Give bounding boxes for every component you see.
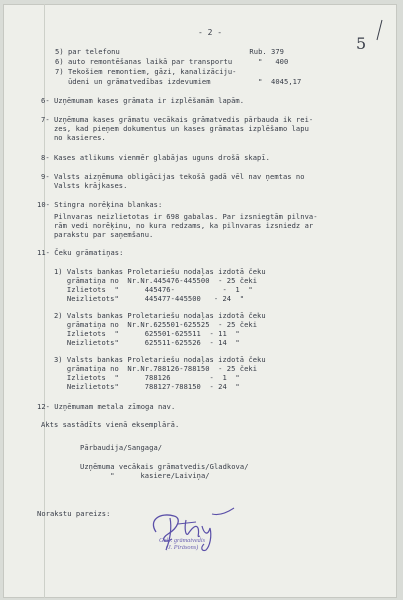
page-number: - 2 -: [198, 28, 223, 37]
cheque-book-1-range: grāmatiņa no Nr.Nr.445476-445500 - 25 čeki: [41, 276, 258, 285]
checked-by: Pārbaudija/Sangaga/: [80, 443, 163, 452]
cheque-book-2-range: grāmatiņa no Nr.Nr.625501-625525 - 25 čeki: [41, 320, 258, 329]
expense-line-6: 6) auto remontēšanas laikā par transportu " 400: [55, 57, 289, 66]
item-7-cont-2: no kasieres.: [41, 133, 106, 142]
item-8: 8- Kases atlikums vienmēr glabājas uguns drošā skapī.: [41, 153, 271, 162]
item-10: 10- Stingra norēķina blankas:: [37, 200, 163, 209]
item-10-text-1: Pilnvaras neizlietotas ir 698 gabalas. Par izsniegtām pilnva-: [41, 212, 318, 221]
act-note: Akts sastādīts vienā eksemplārā.: [41, 420, 180, 429]
sheet-number: 5: [356, 34, 367, 53]
stamp-line-1: Galv. grāmatvedis: [158, 537, 206, 544]
item-12: 12- Uzņēmumam metala zīmoga nav.: [37, 402, 176, 411]
item-7-cont-1: zes, kad pieņem dokumentus un kases grāmatas izplēšamo lapu: [41, 124, 309, 133]
cheque-book-3-used: Izlietots " 788126 - 1 ": [41, 373, 240, 382]
chief-accountant: Uzņēmuma vecākais grāmatvedis/Gladkova/: [80, 462, 249, 471]
cheque-book-1-title: 1) Valsts bankas Proletariešu nodaļas izdotā čeku: [41, 267, 266, 276]
document-page: [3, 4, 397, 598]
item-9: 9- Valsts aizņēmuma obligācijas tekošā gadā vēl nav ņemtas no: [41, 172, 305, 181]
stamp-line-2: (J. Pīrāsons): [165, 544, 199, 551]
official-stamp: [147, 537, 217, 551]
cheque-book-3-range: grāmatiņa no Nr.Nr.788126-788150 - 25 čeki: [41, 364, 258, 373]
copy-correct-label: Norakstu pareizs:: [37, 509, 111, 518]
item-11: 11- Čeku grāmatiņas:: [37, 248, 124, 257]
item-9-cont: Valsts krājkases.: [41, 181, 128, 190]
cheque-book-3-title: 3) Valsts bankas Proletariešu nodaļas izdotā čeku: [41, 355, 266, 364]
expense-line-7-cont: ūdeni un grāmatvedības izdevumiem " 4045,17: [55, 77, 302, 86]
cheque-book-1-unused: Neizlietots" 445477-445500 - 24 ": [41, 294, 245, 303]
item-10-text-3: parakstu par saņemšanu.: [41, 230, 154, 239]
expense-line-5: 5) par telefonu Rub. 379: [55, 47, 285, 56]
handwritten-mark-icon: [375, 18, 384, 42]
item-6: 6- Uzņēmumam kases grāmata ir izplēšamām lapām.: [41, 96, 245, 105]
item-10-text-2: rām vedi norēķinu, no kura redzams, ka pilnvaras izsniedz ar: [41, 221, 314, 230]
expense-line-7: 7) Tekošiem remontiem, gāzi, kanalizāciju-: [55, 67, 237, 76]
cheque-book-3-unused: Neizlietots" 788127-788150 - 24 ": [41, 382, 240, 391]
cheque-book-2-used: Izlietots " 625501-625511 - 11 ": [41, 329, 240, 338]
cheque-book-2-title: 2) Valsts bankas Proletariešu nodaļas izdotā čeku: [41, 311, 266, 320]
cheque-book-2-unused: Neizlietots" 625511-625526 - 14 ": [41, 338, 240, 347]
cheque-book-1-used: Izlietots " 445476- - 1 ": [41, 285, 253, 294]
item-7: 7- Uzņēmuma kases grāmatu vecākais grāmatvedis pārbauda ik rei-: [41, 115, 314, 124]
cashier: " kasiere/Laiviņa/: [80, 471, 210, 480]
